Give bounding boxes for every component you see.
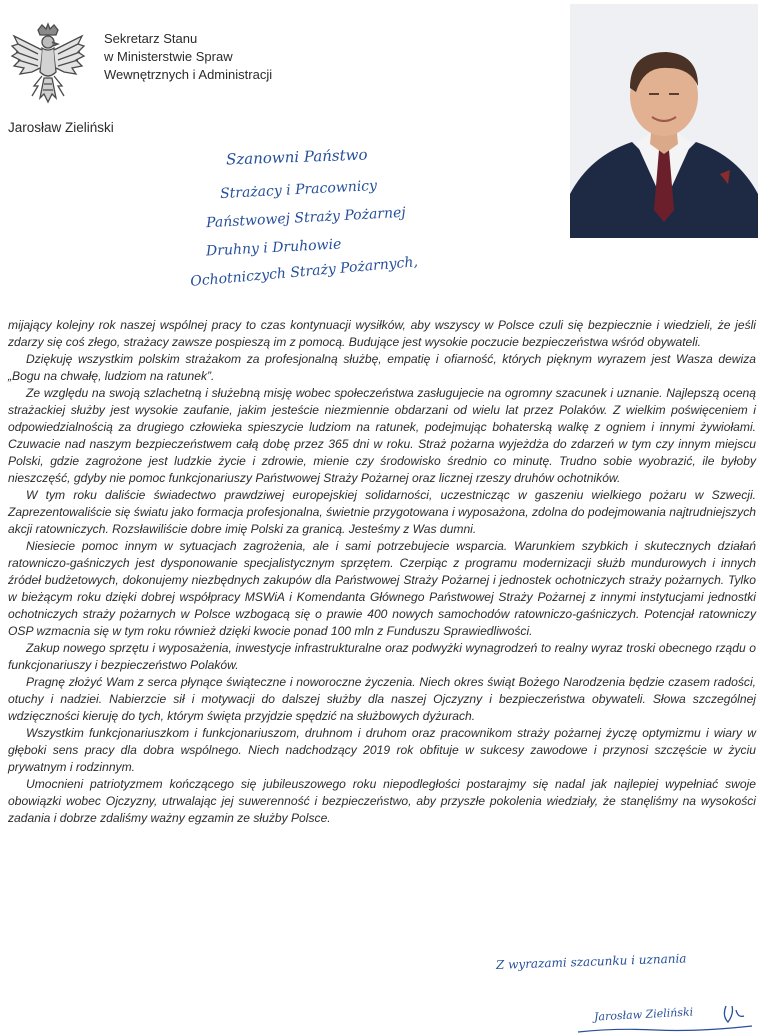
office-line: Sekretarz Stanu	[104, 31, 198, 46]
paragraph: Umocnieni patriotyzmem kończącego się jubileuszowego roku niepodległości postarajmy się nadal jak najlepiej wypełniać swoje obowiązki wobec Ojczyzny, utrwalając jej suwerenność i bezpieczeństwo, aby przyszłe pokolenia wiedziały, że stanęliśmy na wysokości zadania i dobrze zdaliśmy ważny egzamin ze służby Polsce.	[8, 777, 756, 825]
greeting-line: Druhny i Druhowie	[205, 236, 342, 260]
paragraph: Zakup nowego sprzętu i wyposażenia, inwestycje infrastrukturalne oraz podwyżki wynagrodzeń to realny wyraz troski obecnego rządu o funkcjonariuszy i bezpieczeństwo Polaków.	[8, 641, 756, 672]
greeting-line: Państwowej Straży Pożarnej	[205, 204, 407, 232]
office-line: Wewnętrznych i Administracji	[104, 67, 273, 82]
office-title	[104, 30, 272, 84]
paragraph: W tym roku daliście świadectwo prawdziwej europejskiej solidarności, uczestnicząc w gaszeniu wielkiego pożaru w Szwecji. Zaprezentowaliście się światu jako formacja profesjonalna, świetnie przygotowana i wyposażona, zdolna do podejmowania najtrudniejszych akcji ratowniczych. Rozsławiliście dobre imię Polski za granicą. Jesteśmy z Was dumni.	[8, 488, 756, 536]
closing	[495, 951, 756, 1024]
office-line: w Ministerstwie Spraw	[104, 49, 233, 64]
closing-regards: Z wyrazami szacunku i uznania	[495, 951, 687, 972]
portrait-photo	[570, 4, 758, 238]
greeting-line: Szanowni Państwo	[225, 145, 368, 169]
greeting-line: Ochotniczych Straży Pożarnych,	[189, 254, 419, 290]
signature: Jarosław Zieliński	[593, 1005, 694, 1024]
paragraph: Dziękuję wszystkim polskim strażakom za profesjonalną służbę, empatię i ofiarność, których pięknym wyrazem jest Wasza dewiza „Bogu na chwałę, ludziom na ratunek”.	[8, 352, 756, 383]
paragraph: Wszystkim funkcjonariuszkom i funkcjonariuszom, druhnom i druhom oraz pracownikom straży pożarnej życzę optymizmu i wiary w głęboki sens pracy dla dobra wspólnego. Niech nadchodzący 2019 rok obfituje w sukcesy zawodowe i przynosi szczęście w życiu prywatnym i rodzinnym.	[8, 726, 756, 774]
paragraph: Pragnę złożyć Wam z serca płynące świąteczne i noworoczne życzenia. Niech okres świąt Bożego Narodzenia będzie czasem radości, otuchy i nadziei. Nabierzcie sił i motywacji do dalszej służby dla naszej Ojczyzny i bezpieczeństwa obywateli. Słowa szczególnej wdzięczności kieruję do tych, którym święta przyjdzie spędzić na służbowych dyżurach.	[8, 675, 756, 723]
paragraph: Ze względu na swoją szlachetną i służebną misję wobec społeczeństwa zasługujecie na ogromny szacunek i uznanie. Najlepszą oceną strażackiej służby jest wysokie zaufanie, jakim jesteście niezmiennie obdarzani od wielu lat przez Polaków. Z wielkim poświęceniem i odpowiedzialnością za drugiego człowieka spieszycie ludziom na ratunek, podejmując bohaterską walkę z ogniem i innymi żywiołami. Czuwacie nad naszym bezpieczeństwem całą dobę przez 365 dni w roku. Straż pożarna wyjeżdża do zdarzeń w tym czy innym miejscu Polski, gdzie zagrożone jest ludzkie życie i zdrowie, mienie czy środowisko średnio co minutę. Trudno sobie wyobrazić, ile byłoby nieszczęść, gdyby nie pomoc funkcjonariuszy Państwowej Straży Pożarnej oraz licznej rzeszy druhów ochotników.	[8, 386, 756, 485]
paragraph: mijający kolejny rok naszej wspólnej pracy to czas kontynuacji wysiłków, aby wszyscy w Polsce czuli się bezpiecznie i wiedzieli, że jeśli zdarzy się coś złego, strażacy zawsze pospieszą im z pomocą. Budujące jest wysokie poczucie bezpieczeństwa wśród obywateli.	[8, 318, 756, 349]
paragraph: Niesiecie pomoc innym w sytuacjach zagrożenia, ale i sami potrzebujecie wsparcia. Warunkiem szybkich i skutecznych działań ratowniczo-gaśniczych jest dysponowanie specjalistycznym sprzętem. Czerpiąc z programu modernizacji służb mundurowych i innych źródeł budżetowych, dokonujemy niezbędnych zakupów dla Państwowej Straży Pożarnej i jednostek ochotniczych straży pożarnych. Tylko w bieżącym roku dzięki dobrej współpracy MSWiA i Komendanta Głównego Państwowej Straży Pożarnej z innymi instytucjami jednostki ochotniczych straży pożarnych w Polsce wzbogacą się o prawie 400 nowych samochodów ratowniczo-gaśniczych. Potencjał ratowniczy OSP wzmacnia się w tym roku również dzięki kwocie ponad 100 mln z Funduszu Sprawiedliwości.	[8, 539, 756, 638]
author-name: Jarosław Zieliński	[8, 120, 114, 135]
letter-body	[8, 317, 756, 827]
eagle-emblem-icon	[8, 22, 88, 110]
greeting-line: Strażacy i Pracownicy	[219, 177, 378, 203]
